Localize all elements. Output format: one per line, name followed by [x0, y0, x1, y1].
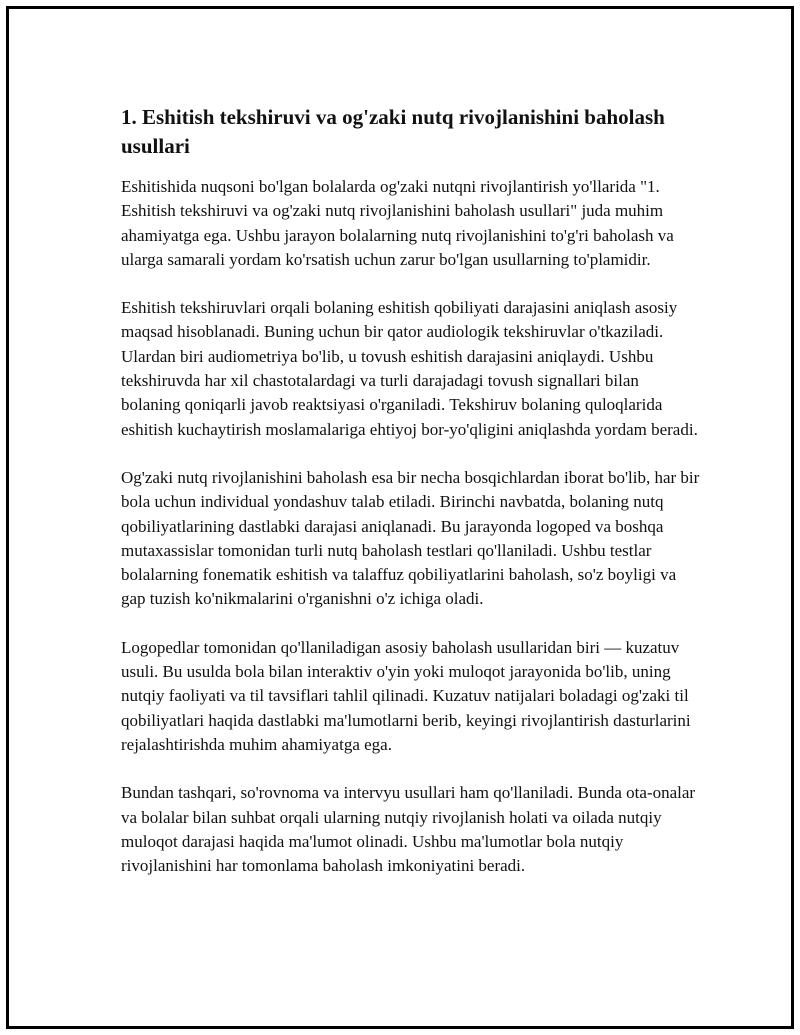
paragraph-speech-assessment: Og'zaki nutq rivojlanishini baholash esa bir necha bosqichlardan iborat bo'lib, har bir bola uchun individual yondashuv talab etiladi. Birinchi navbatda, bolaning nutq qobiliyatlarining dastlabki darajasi aniqlanadi. Bu jarayonda logoped va boshqa mutaxassislar tomonidan turli nutq baholash testlari qo'llaniladi. Ushbu testlar bolalarning fonematik eshitish va talaffuz qobiliyatlarini baholash, so'z boyligi va gap tuzish ko'nikmalarini o'rganishni o'z ichiga oladi. — [121, 467, 700, 609]
paragraph-intro: Eshitishida nuqsoni bo'lgan bolalarda og'zaki nutqni rivojlantirish yo'llarida "1. Eshitish tekshiruvi va og'zaki nutq rivojlanishini baholash usullari" juda muhim ahamiyatga ega. Ushbu jarayon bolalarning nutq rivojlanishini to'g'ri baholash va ularga samarali yordam ko'rsatish uchun zarur bo'lgan usullarning to'plamidir. — [121, 177, 674, 269]
document-body — [121, 103, 701, 902]
paragraph-survey-method: Bundan tashqari, so'rovnoma va intervyu usullari ham qo'llaniladi. Bunda ota-onalar va bolalar bilan suhbat orqali ularning nutqiy rivojlanish holati va oilada nutqiy muloqot darajasi haqida ma'lumot olinadi. Ushbu ma'lumotlar bola nutqiy rivojlanishini har tomonlama baholash imkoniyatini beradi. — [121, 783, 696, 876]
page-frame — [6, 6, 794, 1029]
paragraph-observation-method: Logopedlar tomonidan qo'llaniladigan asosiy baholash usullaridan biri — kuzatuv usuli. Bu usulda bola bilan interaktiv o'yin yoki muloqot jarayonida bo'lib, uning nutqiy faoliyati va til tavsiflari tahlil qilinadi. Kuzatuv natijalari boladagi og'zaki til qobiliyatlari haqida dastlabki ma'lumotlarni berib, keyingi rivojlantirish dasturlarini rejalashtirishda muhim ahamiyatga ega. — [121, 637, 691, 754]
document-title: 1. Eshitish tekshiruvi va og'zaki nutq rivojlanishini baholash usullari — [121, 105, 665, 158]
paragraph-hearing-tests: Eshitish tekshiruvlari orqali bolaning eshitish qobiliyati darajasini aniqlash asosiy maqsad hisoblanadi. Buning uchun bir qator audiologik tekshiruvlar o'tkaziladi. Ulardan biri audiometriya bo'lib, u tovush eshitish darajasini aniqlaydi. Ushbu tekshiruvda har xil chastotalardagi va turli darajadagi tovush signallari bilan bolaning qoniqarli javob reaktsiyasi o'rganiladi. Tekshiruv bolaning quloqlarida eshitish kuchaytirish moslamalariga ehtiyoj bor-yo'qligini aniqlashda yordam beradi. — [121, 298, 698, 439]
